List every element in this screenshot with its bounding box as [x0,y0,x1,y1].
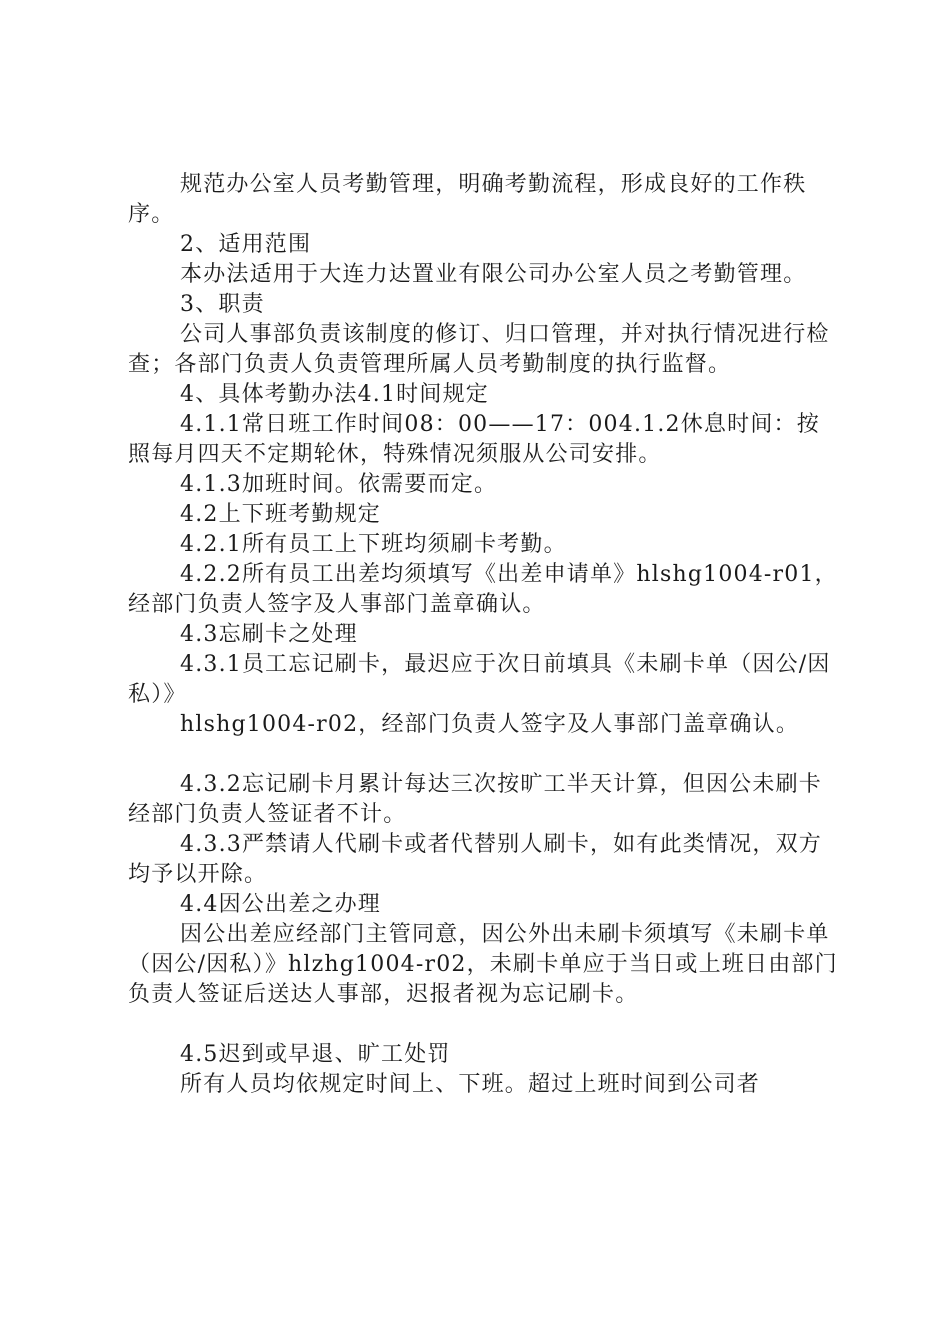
heading-responsibility: 3、职责 [180,292,265,317]
heading-scope: 2、适用范围 [180,232,312,257]
heading-clock-rules: 4.2上下班考勤规定 [180,502,381,527]
blank-line [128,740,838,770]
heading-business-trip: 4.4因公出差之办理 [180,892,381,917]
paragraph-proxy-clock-ban: 4.3.3严禁请人代刷卡或者代替别人刷卡，如有此类情况，双方均予以开除。 [128,832,822,887]
paragraph-scope: 本办法适用于大连力达置业有限公司办公室人员之考勤管理。 [180,262,807,287]
paragraph-purpose: 规范办公室人员考勤管理，明确考勤流程，形成良好的工作秩序。 [128,172,807,227]
paragraph-overtime: 4.1.3加班时间。依需要而定。 [180,472,498,497]
paragraph-business-trip: 因公出差应经部门主管同意，因公外出未刷卡须填写《未刷卡单（因公/因私）》hlzhg1004-r02，未刷卡单应于当日或上班日由部门负责人签证后送达人事部，迟报者视为忘记刷卡。 [128,922,838,1007]
paragraph-late-penalty: 所有人员均依规定时间上、下班。超过上班时间到公司者 [180,1072,761,1097]
paragraph-clock-required: 4.2.1所有员工上下班均须刷卡考勤。 [180,532,567,557]
paragraph-business-trip-form: 4.2.2所有员工出差均须填写《出差申请单》hlshg1004-r01，经部门负责人签字及人事部门盖章确认。 [128,562,838,617]
paragraph-forgot-card-form-code: hlshg1004-r02，经部门负责人签字及人事部门盖章确认。 [180,712,800,737]
paragraph-forgot-card-form: 4.3.1员工忘记刷卡，最迟应于次日前填具《未刷卡单（因公/因私）》 [128,652,831,707]
heading-late-penalty: 4.5迟到或早退、旷工处罚 [180,1042,451,1067]
heading-forgot-card: 4.3忘刷卡之处理 [180,622,358,647]
paragraph-work-hours: 4.1.1常日班工作时间08：00——17：004.1.2休息时间：按照每月四天不定期轮休，特殊情况须服从公司安排。 [128,412,820,467]
paragraph-forgot-card-penalty: 4.3.2忘记刷卡月累计每达三次按旷工半天计算，但因公未刷卡经部门负责人签证者不计。 [128,772,822,827]
document-body [128,170,838,1100]
blank-line [128,1010,838,1040]
heading-attendance-methods: 4、具体考勤办法4.1时间规定 [180,382,489,407]
paragraph-responsibility: 公司人事部负责该制度的修订、归口管理，并对执行情况进行检查；各部门负责人负责管理所属人员考勤制度的执行监督。 [128,322,830,377]
